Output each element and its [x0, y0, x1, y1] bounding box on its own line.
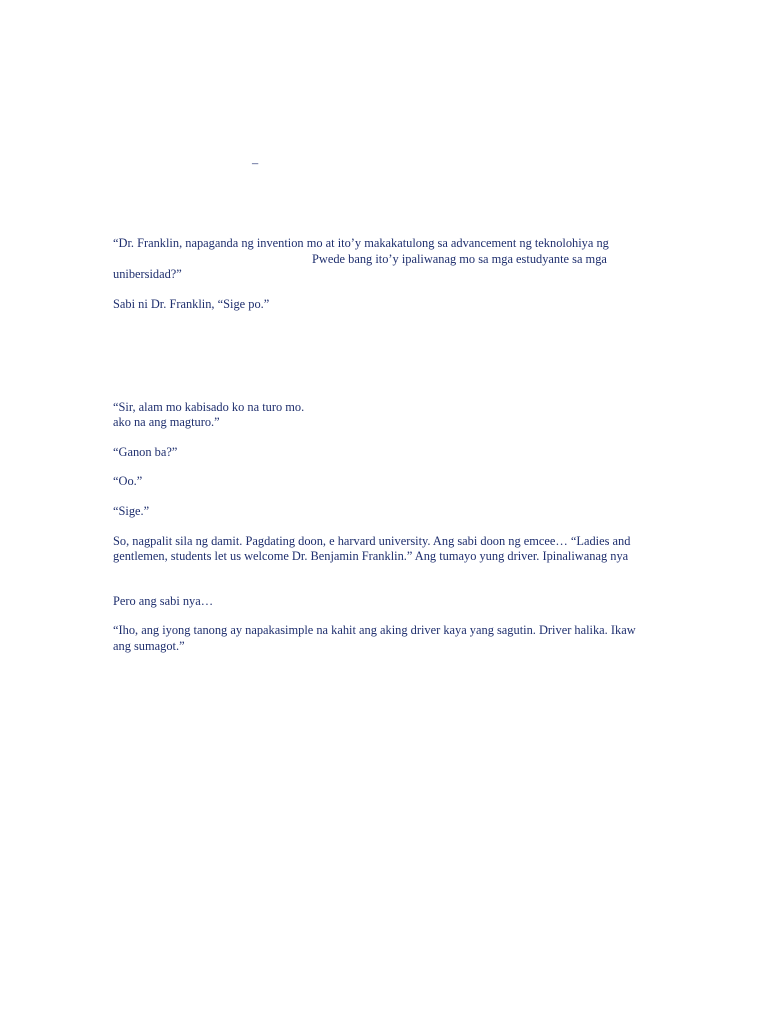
paragraph-9-line-1: “Iho, ang iyong tanong ay napakasimple na kahit ang aking driver kaya yang sagutin. Driver halika. Ikaw	[113, 623, 636, 637]
paragraph-9-line-2: ang sumagot.”	[113, 639, 185, 653]
paragraph-2: Sabi ni Dr. Franklin, “Sige po.”	[113, 297, 270, 311]
dash-mark: –	[252, 156, 259, 170]
paragraph-3-line-2: ako na ang magturo.”	[113, 415, 220, 429]
paragraph-8: Pero ang sabi nya…	[113, 594, 214, 608]
paragraph-7-line-1: So, nagpalit sila ng damit. Pagdating doon, e harvard university. Ang sabi doon ng emcee… “Ladies and	[113, 534, 631, 548]
paragraph-1-line-2: Pwede bang ito’y ipaliwanag mo sa mga estudyante sa mga	[312, 252, 607, 266]
paragraph-7-line-2: gentlemen, students let us welcome Dr. Benjamin Franklin.” Ang tumayo yung driver. Ipinaliwanag nya	[113, 549, 629, 563]
paragraph-5: “Oo.”	[113, 474, 143, 488]
paragraph-3-line-1: “Sir, alam mo kabisado ko na turo mo.	[113, 400, 305, 414]
paragraph-4: “Ganon ba?”	[113, 445, 178, 459]
paragraph-1-line-1: “Dr. Franklin, napaganda ng invention mo at ito’y makakatulong sa advancement ng teknolohiya ng	[113, 236, 609, 250]
paragraph-6: “Sige.”	[113, 504, 150, 518]
paragraph-1-line-3: unibersidad?”	[113, 267, 182, 281]
